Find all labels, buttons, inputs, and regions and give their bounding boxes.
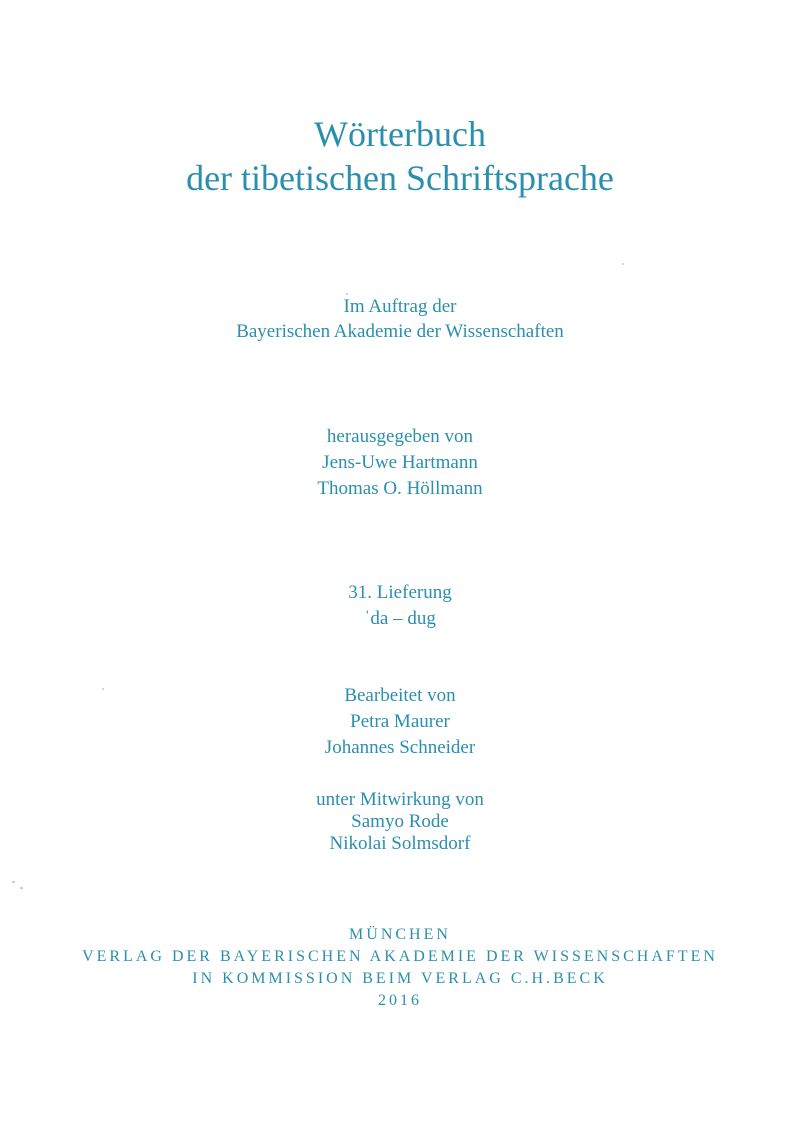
contributor-name: Samyo Rode [351,811,449,832]
commission-line-1: Im Auftrag der [343,296,457,317]
editors-intro: herausgegeben von [326,426,474,447]
scan-speck [346,293,348,295]
contributor-name: Nikolai Solmsdorf [329,833,471,854]
imprint-commission: IN KOMMISSION BEIM VERLAG C.H.BECK [192,970,608,987]
imprint-city: MÜNCHEN [349,926,451,943]
title-line-1: Wörterbuch [314,114,486,154]
editor-name: Thomas O. Höllmann [317,478,483,499]
compiler-name: Petra Maurer [350,711,450,732]
contributors-intro: unter Mitwirkung von [316,789,484,810]
imprint-year: 2016 [378,992,422,1009]
compilers-intro: Bearbeitet von [344,685,456,706]
scan-speck [102,688,104,690]
compiler-name: Johannes Schneider [324,737,476,758]
imprint-publisher: VERLAG DER BAYERISCHEN AKADEMIE DER WISSENSCHAFTEN [82,948,718,965]
installment-range: ˈda – dug [364,608,436,629]
title-line-2: der tibetischen Schriftsprache [186,158,614,198]
scan-speck [622,263,624,265]
scan-speck [12,881,15,883]
installment-number: 31. Lieferung [348,582,452,603]
commission-line-2: Bayerischen Akademie der Wissenschaften [236,321,564,342]
editor-name: Jens-Uwe Hartmann [322,452,478,473]
scan-speck [20,887,23,889]
